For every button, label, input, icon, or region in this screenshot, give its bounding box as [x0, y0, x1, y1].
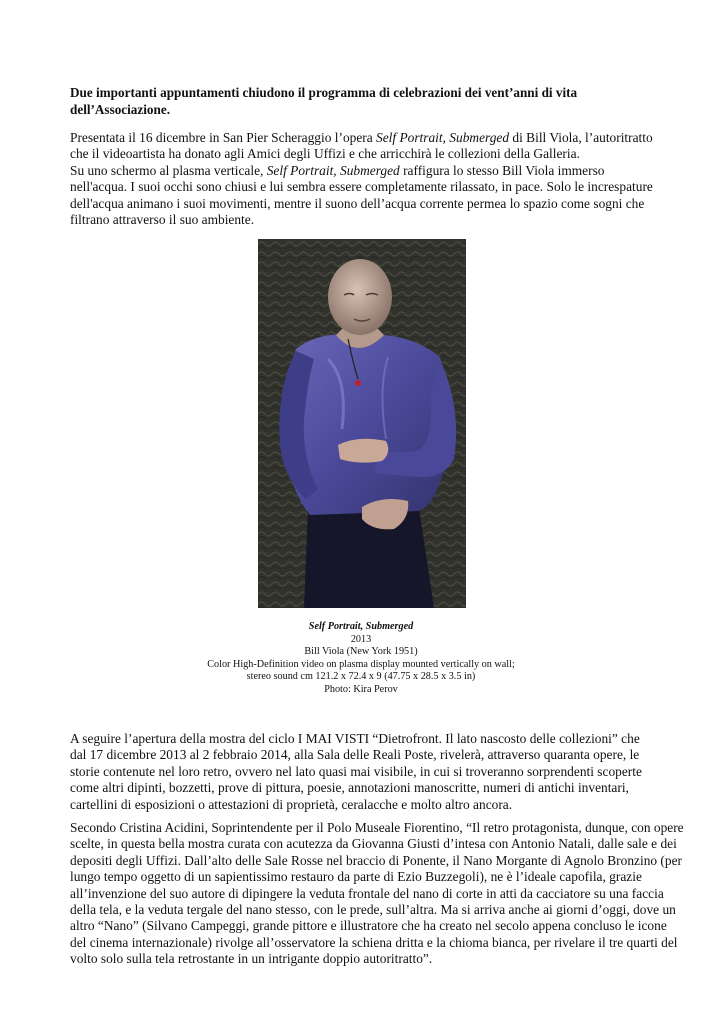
artwork-title: Self Portrait, Submerged — [376, 130, 510, 145]
caption-artist: Bill Viola (New York 1951) — [304, 646, 418, 658]
head — [328, 259, 392, 335]
text-line: scelte, in questa bella mostra curata con acutezza da Giovanna Giusti d’intesa con Antonio Natali, dalle sale e dei — [70, 836, 677, 852]
caption-title: Self Portrait, Submerged — [308, 621, 414, 632]
caption-dimensions: stereo sound cm 121.2 x 72.4 x 9 (47.75 x 28.5 x 3.5 in) — [246, 671, 476, 683]
text-line: A seguire l’apertura della mostra del ciclo I MAI VISTI “Dietrofront. Il lato nascosto delle collezioni” che — [70, 731, 640, 746]
text-line: Su uno schermo al plasma verticale, Self Portrait, Submerged raffigura lo stesso Bill Viola immerso — [70, 162, 605, 178]
text-line: lungo tempo oggetto di un sapientissimo restauro da parte di Ezio Buzzegoli), ne è l’ideale capofila, grazie — [70, 869, 642, 885]
heading-line: Due importanti appuntamenti chiudono il programma di celebrazioni dei vent’anni di vita — [70, 85, 578, 100]
heading-line: dell’Associazione. — [70, 101, 170, 117]
text-line: filtrano attraverso il suo ambiente. — [70, 212, 255, 228]
text-line: all’invenzione del suo autore di dipingere la veduta frontale del nano di corte in atti da cacciatore su una faccia — [70, 885, 664, 901]
text-line: che il videoartista ha donato agli Amici degli Uffizi e che arricchirà le collezioni della Galleria. — [70, 146, 580, 162]
text-line: volto solo sulla tela retrostante in un intrigante doppio autoritratto”. — [70, 951, 433, 967]
artwork-photo — [258, 239, 466, 608]
text-line: Presentata il 16 dicembre in San Pier Scheraggio l’opera Self Portrait, Submerged di Bill Viola, l’autoritratto — [70, 130, 653, 145]
hand — [338, 439, 388, 463]
photo-caption — [180, 621, 542, 697]
text-line: dell'acqua animano i suoi movimenti, mentre il suono dell’acqua corrente permea lo spazio come sogni che — [70, 195, 645, 211]
text-line: come altri dipinti, bozzetti, prove di pittura, poesie, annotazioni manoscritte, numeri di antichi inventari, — [70, 780, 629, 796]
text-line: altro “Nano” (Silvano Campeggi, grande pittore e illustratore che ha creato nel secolo appena concluso le icone — [70, 918, 667, 934]
caption-medium: Color High-Definition video on plasma display mounted vertically on wall; — [207, 658, 515, 670]
text-line: del cinema internazionale) rivolge all’osservatore la schiena dritta e la chioma bianca, per rivelare il tre quarti del — [70, 934, 678, 950]
quote-paragraph — [70, 820, 684, 968]
artwork-title: Self Portrait, Submerged — [266, 162, 400, 178]
caption-photo-credit: Photo: Kira Perov — [324, 683, 398, 695]
text-line: Secondo Cristina Acidini, Soprintendente per il Polo Museale Fiorentino, “Il retro protagonista, dunque, con opere — [70, 820, 684, 835]
intro-paragraph — [70, 130, 660, 228]
page-heading — [70, 85, 660, 118]
text-line: storie contenute nel loro retro, ovvero nel lato quasi mai visibile, in cui si troveranno sorprendenti scoperte — [70, 763, 642, 779]
text-line: cartellini di esposizioni o attestazioni di proprietà, ceralacche e molto altro ancora. — [70, 796, 513, 812]
text-line: della tela, e la veduta tergale del nano stesso, con le prede, sull’altra. Ma si arriva anche ai giorni d’oggi, dove un — [70, 902, 676, 918]
exhibition-paragraph — [70, 731, 660, 813]
text-line: nell'acqua. I suoi occhi sono chiusi e lui sembra essere completamente rilassato, in pace. Solo le increspature — [70, 179, 653, 195]
text-line: depositi degli Uffizi. Dall’alto delle Sale Rosse nel braccio di Ponente, il Nano Morgante di Agnolo Bronzino (per — [70, 852, 682, 868]
caption-year: 2013 — [350, 633, 372, 645]
text-line: dal 17 dicembre 2013 al 2 febbraio 2014, alla Sala delle Reali Poste, rivelerà, attraverso quaranta opere, le — [70, 747, 640, 763]
